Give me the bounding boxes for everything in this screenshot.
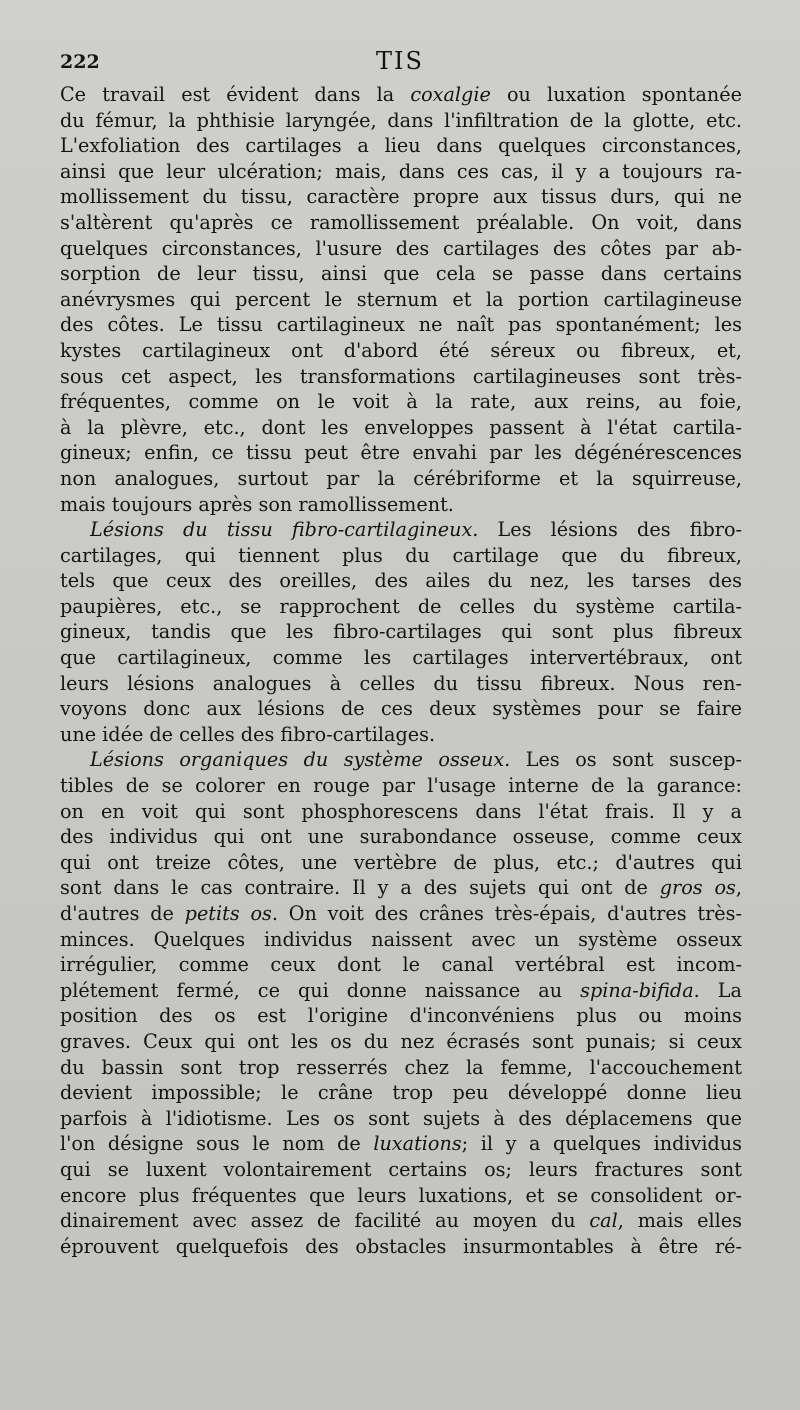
text-line (60, 1003, 742, 1029)
text-line (60, 1208, 742, 1234)
text-line (60, 1055, 742, 1081)
text-line (60, 312, 742, 338)
text-segment: non analogues, surtout par la cérébriforme et la squirreuse, (60, 466, 742, 490)
italic-text: luxations (373, 1132, 462, 1156)
text-segment: Ce travail est évident dans la (60, 83, 411, 106)
text-line (60, 1080, 742, 1106)
text-line (60, 568, 742, 594)
body-text (60, 82, 742, 1259)
text-line (60, 492, 742, 518)
text-segment: une idée de celles des fibro-cartilages. (60, 722, 436, 746)
text-segment: . On voit des crânes très-épais, d'autres très- (271, 902, 742, 925)
text-segment: , (735, 876, 742, 900)
text-line (60, 338, 742, 364)
italic-text: cal (589, 1209, 618, 1233)
text-segment: Les lésions des fibro- (478, 518, 743, 542)
text-line (60, 1029, 742, 1055)
text-line (60, 261, 742, 287)
text-line (60, 466, 742, 492)
text-segment: leurs lésions analogues à celles du tissu fibreux. Nous ren- (60, 671, 742, 695)
text-segment: Les os sont suscep- (510, 748, 742, 772)
italic-text: petits os (184, 902, 272, 925)
text-segment: . La (693, 978, 742, 1002)
text-segment: plétement fermé, ce qui donne naissance au (60, 978, 581, 1002)
text-segment: du fémur, la phthisie laryngée, dans l'infiltration de la glotte, etc. (60, 108, 742, 132)
text-line (60, 159, 742, 185)
text-segment: quelques circonstances, l'usure des cartilages des côtes par ab- (60, 236, 742, 260)
text-segment: des côtes. Le tissu cartilagineux ne naît pas spontanément; les (60, 313, 742, 337)
text-segment: l'on désigne sous le nom de (60, 1132, 374, 1156)
italic-text: Lésions organiques du système osseux. (90, 748, 511, 772)
text-segment: cartilages, qui tiennent plus du cartilage que du fibreux, (60, 543, 742, 567)
text-line (60, 901, 742, 927)
text-line (60, 1183, 742, 1209)
text-segment: gineux, tandis que les fibro-cartilages qui sont plus fibreux (60, 620, 742, 644)
text-segment: sorption de leur tissu, ainsi que cela se passe dans certains (60, 262, 742, 286)
text-segment: dinairement avec assez de facilité au moyen du (60, 1209, 590, 1233)
text-line (60, 82, 742, 108)
text-line (60, 210, 742, 236)
text-line (60, 389, 742, 415)
text-line (60, 108, 742, 134)
text-segment: voyons donc aux lésions de ces deux systèmes pour se faire (60, 697, 742, 721)
text-line (60, 184, 742, 210)
text-segment: kystes cartilagineux ont d'abord été séreux ou fibreux, et, (60, 338, 742, 362)
text-line (60, 236, 742, 262)
text-line (60, 440, 742, 466)
text-line (60, 1131, 742, 1157)
text-segment: sont dans le cas contraire. Il y a des sujets qui ont de (60, 876, 660, 900)
text-line (60, 133, 742, 159)
italic-text: Lésions du tissu fibro-cartilagineux. (90, 518, 479, 542)
text-line (60, 952, 742, 978)
text-line (60, 799, 742, 825)
text-line (60, 645, 742, 671)
text-segment: sous cet aspect, les transformations cartilagineuses sont très- (60, 364, 742, 388)
text-segment: gineux; enfin, ce tissu peut être envahi par les dégénérescences (60, 441, 742, 465)
text-line (60, 978, 742, 1004)
text-segment: d'autres de (60, 902, 185, 925)
text-line (60, 773, 742, 799)
text-line (60, 364, 742, 390)
text-segment: qui se luxent volontairement certains os; leurs fractures sont (60, 1157, 742, 1181)
text-line (60, 1106, 742, 1132)
text-segment: mollissement du tissu, caractère propre aux tissus durs, qui ne (60, 185, 742, 209)
text-segment: on en voit qui sont phosphorescens dans l'état frais. Il y a (60, 799, 742, 823)
text-segment: minces. Quelques individus naissent avec un système osseux (60, 927, 742, 951)
text-segment: devient impossible; le crâne trop peu développé donne lieu (60, 1081, 742, 1105)
text-segment: s'altèrent qu'après ce ramollissement préalable. On voit, dans (60, 210, 742, 234)
text-line (60, 850, 742, 876)
text-line (60, 747, 742, 773)
italic-text: gros os (659, 876, 736, 900)
text-line (60, 1234, 742, 1260)
text-segment: encore plus fréquentes que leurs luxations, et se consolident or- (60, 1183, 742, 1207)
text-line (60, 824, 742, 850)
italic-text: coxalgie (410, 83, 491, 106)
text-segment: ; il y a quelques individus (461, 1132, 742, 1156)
text-line (60, 619, 742, 645)
text-segment: qui ont treize côtes, une vertèbre de plus, etc.; d'autres qui (60, 850, 742, 874)
text-line (60, 543, 742, 569)
text-segment: ou luxation spontanée (490, 83, 742, 106)
text-segment: que cartilagineux, comme les cartilages intervertébraux, ont (60, 646, 742, 670)
text-segment: paupières, etc., se rapprochent de celles du système cartila- (60, 594, 742, 618)
text-segment: des individus qui ont une surabondance osseuse, comme ceux (60, 825, 742, 849)
text-segment: tels que ceux des oreilles, des ailes du nez, les tarses des (60, 569, 742, 593)
text-line (60, 722, 742, 748)
text-segment: graves. Ceux qui ont les os du nez écrasés sont punais; si ceux (60, 1029, 742, 1053)
text-line (60, 517, 742, 543)
text-line (60, 1157, 742, 1183)
text-line (60, 696, 742, 722)
text-segment: du bassin sont trop resserrés chez la femme, l'accouchement (60, 1055, 742, 1079)
text-segment: , mais elles (617, 1209, 742, 1233)
text-segment: tibles de se colorer en rouge par l'usage interne de la garance: (60, 774, 742, 798)
text-line (60, 287, 742, 313)
text-segment: position des os est l'origine d'inconvéniens plus ou moins (60, 1004, 742, 1028)
running-head: TIS (376, 47, 424, 75)
text-segment: parfois à l'idiotisme. Les os sont sujets à des déplacemens que (60, 1106, 742, 1130)
page-header (60, 47, 740, 77)
text-segment: à la plèvre, etc., dont les enveloppes passent à l'état cartila- (60, 415, 742, 439)
text-line (60, 594, 742, 620)
text-segment: éprouvent quelquefois des obstacles insurmontables à être ré- (60, 1234, 742, 1258)
italic-text: spina-bifida (580, 978, 694, 1002)
text-segment: irrégulier, comme ceux dont le canal vertébral est incom- (60, 953, 742, 977)
text-segment: mais toujours après son ramollissement. (60, 492, 454, 516)
text-line (60, 671, 742, 697)
text-line (60, 927, 742, 953)
text-segment: anévrysmes qui percent le sternum et la portion cartilagineuse (60, 287, 742, 311)
text-line (60, 875, 742, 901)
page-number: 222 (60, 51, 100, 73)
text-segment: fréquentes, comme on le voit à la rate, aux reins, au foie, (60, 390, 742, 414)
text-segment: L'exfoliation des cartilages a lieu dans quelques circonstances, (60, 134, 742, 158)
text-segment: ainsi que leur ulcération; mais, dans ces cas, il y a toujours ra- (60, 159, 742, 183)
text-line (60, 415, 742, 441)
